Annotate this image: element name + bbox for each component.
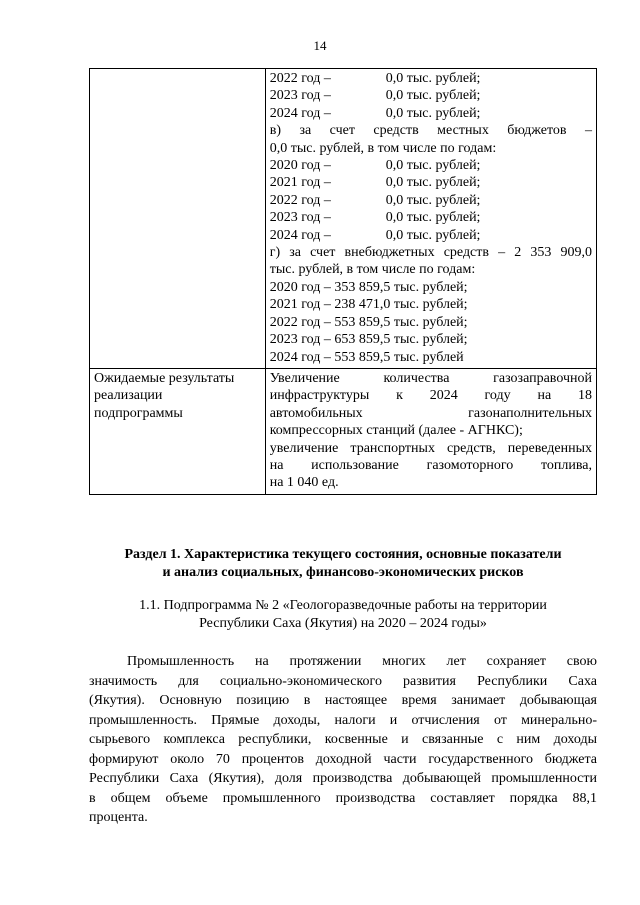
subsection-title-line: 1.1. Подпрограмма № 2 «Геологоразведочные работы на территории [139,598,547,613]
subsection-title-line: Республики Саха (Якутия) на 2020 – 2024 годы» [199,616,487,631]
year-label: 2020 год – [269,158,331,174]
year-amount: 0,0 тыс. рублей; [385,88,481,104]
paragraph-line: процента. [89,810,148,825]
results-line: увеличение транспортных средств, переведенных [269,440,592,456]
results-line: инфраструктуры к 2024 году на 18 [269,388,592,404]
extrabudget-line: г) за счет внебюджетных средств – 2 353 909,0 [269,245,592,261]
year-line [270,87,592,104]
paragraph-line: Промышленность на протяжении многих лет сохраняет свою [127,654,597,669]
results-line: Увеличение количества газозаправочной [269,370,592,386]
paragraph-line: сырьевого комплекса республики, косвенные и связанные с ним доходы [89,732,597,747]
paragraph-line: формируют около 70 процентов доходной части государственного бюджета [89,751,597,767]
results-line: компрессорных станций (далее - АГНКС); [269,423,523,439]
year-line [270,105,592,122]
local-budget-line: 0,0 тыс. рублей, в том числе по годам: [269,140,497,156]
year-line [270,174,592,191]
section-title-line: Раздел 1. Характеристика текущего состояния, основные показатели [124,547,562,562]
paragraph-line: значимость для социально-экономического развития Республики Саха [89,673,597,689]
section-title-line: и анализ социальных, финансово-экономических рисков [162,565,524,580]
year-label: 2022 год – [269,192,331,208]
year-amount: 0,0 тыс. рублей; [385,192,481,208]
extrabudget-line: тыс. рублей, в том числе по годам: [269,262,476,278]
paragraph-line: промышленность. Прямые доходы, налоги и отчисления от минерально- [89,712,597,728]
paragraph-line: (Якутия). Основную позицию в настоящее время занимает добывающая [89,693,597,708]
year-label: 2021 год – [269,175,331,191]
year-label: 2024 год – [269,105,331,121]
year-label: 2024 год – [269,227,331,243]
year-label: 2023 год – [269,210,331,226]
table-row [90,69,597,369]
table-cell-label [90,368,266,494]
results-line: на 1 040 ед. [269,475,339,491]
results-label-line: подпрограммы [94,405,183,421]
year-label: 2022 год – [269,71,331,86]
year-line [270,70,592,87]
year-line: 2020 год – 353 859,5 тыс. рублей; [269,279,468,295]
page-number: 14 [313,38,327,53]
year-label: 2023 год – [269,88,331,104]
financing-table [89,68,597,495]
year-amount: 0,0 тыс. рублей; [385,105,481,121]
year-line [270,192,592,209]
year-line [270,157,592,174]
year-amount: 0,0 тыс. рублей; [385,158,481,174]
year-line [270,209,592,226]
table-cell-financing [265,69,596,369]
paragraph-line: Республики Саха (Якутия), доля производства добывающей промышленности [89,771,597,786]
section-title [89,546,597,582]
year-line: 2024 год – 553 859,5 тыс. рублей [269,349,464,365]
subsection-title [89,597,597,633]
year-amount: 0,0 тыс. рублей; [385,210,481,226]
year-line: 2021 год – 238 471,0 тыс. рублей; [269,297,468,313]
results-label-line: Ожидаемые результаты [94,370,235,386]
results-line: на использование газомоторного топлива, [269,457,592,473]
results-label-line: реализации [94,388,163,404]
table-row [90,368,597,494]
table-cell-results [265,368,596,494]
body-paragraph [89,652,597,828]
year-line: 2023 год – 653 859,5 тыс. рублей; [269,332,468,348]
year-line: 2022 год – 553 859,5 тыс. рублей; [269,314,468,330]
year-line [270,227,592,244]
year-amount: 0,0 тыс. рублей; [385,175,481,191]
paragraph-line: в общем объеме промышленного производства составляет порядка 88,1 [89,790,597,806]
local-budget-line: в) за счет средств местных бюджетов – [269,123,592,139]
table-cell-empty [90,69,266,369]
year-amount: 0,0 тыс. рублей; [385,71,481,86]
year-amount: 0,0 тыс. рублей; [385,227,481,243]
results-line: автомобильных газонаполнительных [269,405,592,421]
